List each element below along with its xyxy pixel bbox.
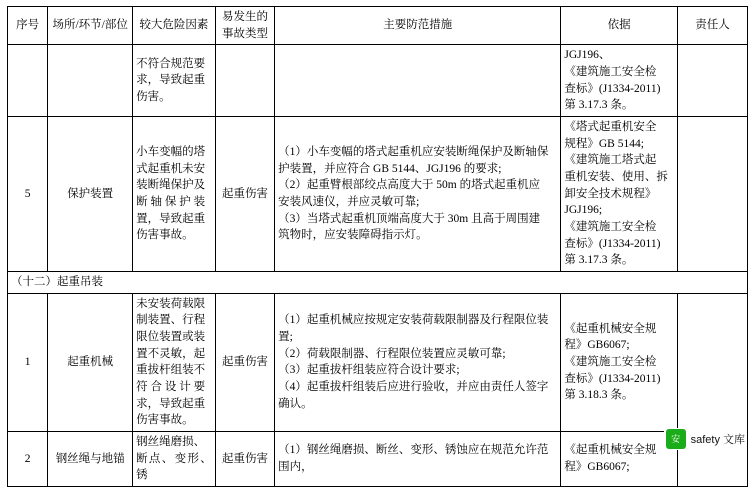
basis-line: 查标》(J1334-2011) <box>564 82 661 95</box>
cell-accident <box>215 45 274 117</box>
basis-line: 查标》(J1334-2011) <box>564 237 661 250</box>
cell-measures <box>275 117 561 272</box>
table-body <box>8 45 748 487</box>
basis-line: 《建筑施工塔式起 <box>564 154 657 167</box>
column-header-responsible: 责任人 <box>677 7 747 45</box>
section-title: （十二）起重吊装 <box>8 272 748 294</box>
cell-risk <box>133 117 216 272</box>
risk-line: 求，导致起重 <box>136 74 206 87</box>
risk-line: 制装置、行程 <box>136 314 206 327</box>
risk-line: 装断绳保护及 <box>136 179 206 192</box>
column-header-seq: 序号 <box>8 7 48 45</box>
cell-place: 起重机械 <box>48 293 133 431</box>
basis-line: 程》GB6067; <box>564 339 630 352</box>
column-header-place: 场所/环节/部位 <box>48 7 133 45</box>
basis-line: 查标》(J1334-2011) <box>564 372 661 385</box>
basis-line: 《起重机械安全规 <box>564 444 657 457</box>
measure-line: 安装风速仪，并应灵敏可靠; <box>278 196 420 209</box>
risk-line: 伤害事故。 <box>136 414 194 427</box>
table-row <box>8 45 748 117</box>
measure-line: （2）荷载限制器、行程限位装置应灵敏可靠; <box>278 347 506 360</box>
table-row <box>8 293 748 431</box>
cell-place: 保护装置 <box>48 117 133 272</box>
risk-line: 断点、变形、锈 <box>136 452 212 482</box>
risk-line: 符 合 设 计 要 <box>136 381 206 394</box>
cell-measures <box>275 45 561 117</box>
risk-line: 不符合规范要 <box>136 57 206 70</box>
risk-line: 钢丝绳磨损、 <box>136 436 206 449</box>
basis-line: 《起重机械安全规 <box>564 322 657 335</box>
cell-accident: 起重伤害 <box>215 293 274 431</box>
basis-line: 《建筑施工安全检 <box>564 221 657 234</box>
cell-responsible <box>677 45 747 117</box>
watermark-logo-icon: 安 <box>666 429 686 449</box>
cell-accident: 起重伤害 <box>215 432 274 487</box>
cell-seq <box>8 45 48 117</box>
risk-control-table <box>7 6 748 487</box>
cell-place: 钢丝绳与地锚 <box>48 432 133 487</box>
measure-line: （1）小车变幅的塔式起重机应安装断绳保护及断轴保 <box>278 146 549 159</box>
basis-line: 规程》GB 5144; <box>564 137 644 150</box>
column-header-basis: 依据 <box>561 7 678 45</box>
column-header-measures: 主要防范措施 <box>275 7 561 45</box>
risk-line: 伤害。 <box>136 91 171 104</box>
basis-line: 程》GB6067; <box>564 461 630 474</box>
cell-risk <box>133 293 216 431</box>
cell-responsible <box>677 293 747 431</box>
basis-line: JGJ196; <box>564 204 603 217</box>
basis-line: 卸安全技术规程》 <box>564 187 657 200</box>
basis-line: 第 3.17.3 条。 <box>564 99 634 112</box>
cell-measures <box>275 293 561 431</box>
cell-measures <box>275 432 561 487</box>
risk-line: 置不灵敏，起 <box>136 347 206 360</box>
cell-risk <box>133 432 216 487</box>
measure-line: 筑物时，应安装障碍指示灯。 <box>278 229 428 242</box>
document-page <box>0 6 755 482</box>
table-header-row <box>8 7 748 45</box>
cell-place <box>48 45 133 117</box>
measure-line: 置; <box>278 331 293 344</box>
measure-line: 护装置，并应符合 GB 5144、JGJ196 的要求; <box>278 162 502 175</box>
cell-basis <box>561 293 678 431</box>
measure-line: 确认。 <box>278 397 313 410</box>
basis-line: 《建筑施工安全检 <box>564 356 657 369</box>
basis-line: 重机安装、使用、拆 <box>564 171 668 184</box>
risk-line: 重拔杆组装不 <box>136 364 206 377</box>
basis-line: 第 3.17.3 条。 <box>564 254 634 267</box>
risk-line: 置，导致起重 <box>136 212 206 225</box>
basis-line: 《塔式起重机安全 <box>564 121 657 134</box>
basis-line: 第 3.18.3 条。 <box>564 389 634 402</box>
table-section-row <box>8 272 748 294</box>
basis-line: JGJ196、 <box>564 49 611 62</box>
table-row <box>8 432 748 487</box>
table-row <box>8 117 748 272</box>
cell-responsible <box>677 117 747 272</box>
cell-seq: 1 <box>8 293 48 431</box>
column-header-accident: 易发生的事故类型 <box>215 7 274 45</box>
cell-basis <box>561 432 678 487</box>
risk-line: 求，导致起重 <box>136 397 206 410</box>
risk-line: 小车变幅的塔 <box>136 146 206 159</box>
table-header <box>8 7 748 45</box>
watermark <box>664 428 747 450</box>
risk-line: 伤害事故。 <box>136 229 194 242</box>
cell-seq: 5 <box>8 117 48 272</box>
risk-line: 未安装荷载限 <box>136 297 206 310</box>
measure-line: （2）起重臂根部绞点高度大于 50m 的塔式起重机应 <box>278 179 541 192</box>
measure-line: （1）钢丝绳磨损、断丝、变形、锈蚀应在规范允许范 <box>278 444 549 457</box>
measure-line: （1）起重机械应按规定安装荷载限制器及行程限位装 <box>278 314 549 327</box>
cell-risk <box>133 45 216 117</box>
measure-line: （4）起重拔杆组装后应进行验收，并应由责任人签字 <box>278 381 549 394</box>
watermark-text-group <box>691 431 745 447</box>
measure-line: （3）当塔式起重机顶端高度大于 30m 且高于周围建 <box>278 212 541 225</box>
cell-accident: 起重伤害 <box>215 117 274 272</box>
basis-line: 《建筑施工安全检 <box>564 66 657 79</box>
risk-line: 限位装置或装 <box>136 331 206 344</box>
risk-line: 式起重机未安 <box>136 162 206 175</box>
cell-basis <box>561 45 678 117</box>
watermark-title: safety 文库 <box>690 434 745 446</box>
measure-line: 围内， <box>278 461 313 474</box>
risk-line: 断 轴 保 护 装 <box>136 196 206 209</box>
cell-basis <box>561 117 678 272</box>
cell-seq: 2 <box>8 432 48 487</box>
column-header-risk: 较大危险因素 <box>133 7 216 45</box>
measure-line: （3）起重拔杆组装应符合设计要求; <box>278 364 460 377</box>
